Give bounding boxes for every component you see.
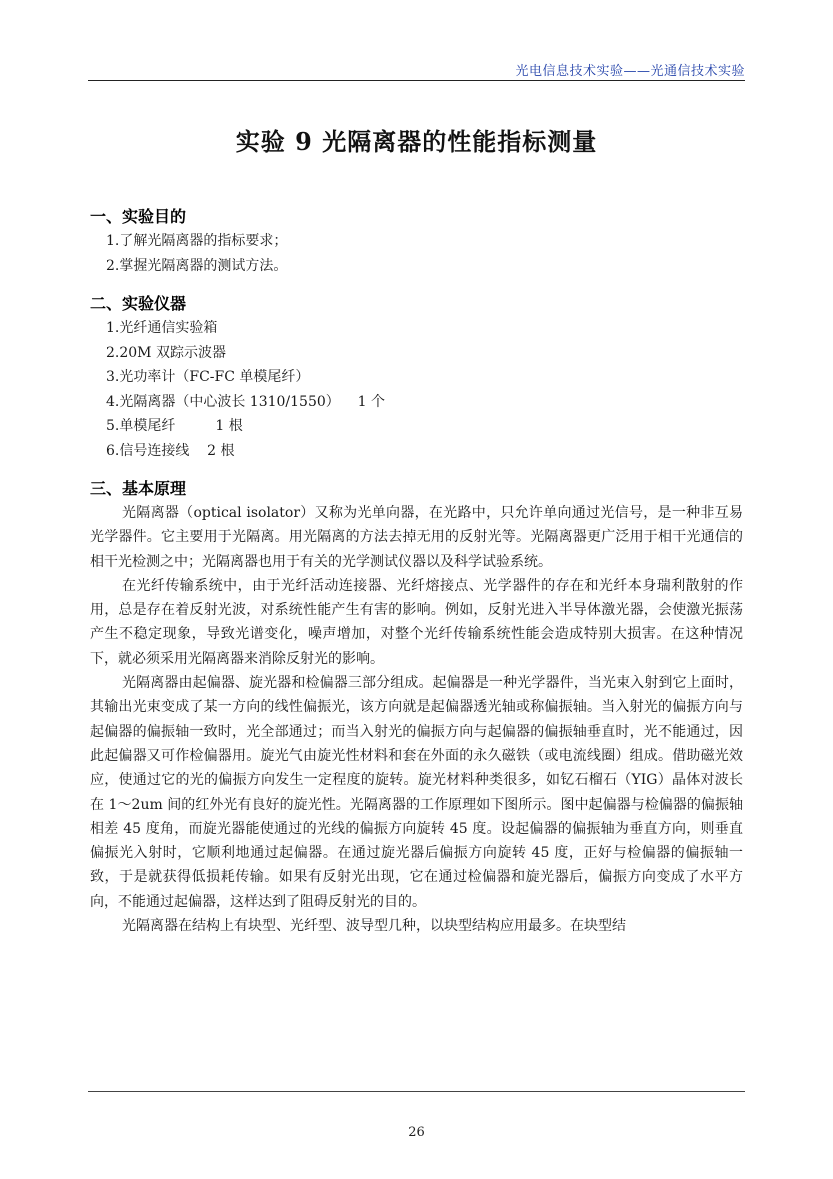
section-heading-objectives: 一、实验目的	[90, 207, 187, 226]
page-number: 26	[408, 1125, 425, 1140]
objectives-list	[90, 229, 743, 278]
section-heading-instruments: 二、实验仪器	[90, 294, 187, 313]
paragraph: 光隔离器（optical isolator）又称为光单向器，在光路中，只允许单向通过光信号，是一种非互易光学器件。它主要用于光隔离。用光隔离的方法去掉无用的反射光等。光隔离器更广泛用于相干光通信的相干光检测之中；光隔离器也用于有关的光学测试仪器以及科学试验系统。	[90, 505, 743, 570]
list-item: 2.20M 双踪示波器	[106, 344, 226, 361]
paragraph: 在光纤传输系统中，由于光纤活动连接器、光纤熔接点、光学器件的存在和光纤本身瑞利散射的作用，总是存在着反射光波，对系统性能产生有害的影响。例如，反射光进入半导体激光器，会使激光振荡产生不稳定现象，导致光谱变化，噪声增加，对整个光纤传输系统性能会造成特别大损害。在这种情况下，就必须采用光隔离器来消除反射光的影响。	[90, 577, 743, 667]
list-item: 1.了解光隔离器的指标要求；	[106, 233, 288, 249]
list-item: 5.单模尾纤 1 根	[106, 418, 243, 434]
paragraph: 光隔离器由起偏器、旋光器和检偏器三部分组成。起偏器是一种光学器件，当光束入射到它上面时，其输出光束变成了某一方向的线性偏振光，该方向就是起偏器透光轴或称偏振轴。当入射光的偏振方向与起偏器的偏振轴一致时，光全部通过；而当入射光的偏振方向与起偏器的偏振轴垂直时，光不能通过，因此起偏器又可作检偏器用。旋光气由旋光性材料和套在外面的永久磁铁（或电流线圈）组成。借助磁光效应，使通过它的光的偏振方向发生一定程度的旋转。旋光材料种类很多，如钇石榴石（YIG）晶体对波长在 1～2um 间的红外光有良好的旋光性。光隔离器的工作原理如下图所示。图中起偏器与检偏器的偏振轴相差 45 度角，而旋光器能使通过的光线的偏振方向旋转 45 度。设起偏器的偏振轴为垂直方向，则垂直偏振光入射时，它顺利地通过起偏器。在通过旋光器后偏振方向旋转 45 度，正好与检偏器的偏振轴一致，于是就获得低损耗传输。如果有反射光出现，它在通过检偏器和旋光器后，偏振方向变成了水平方向，不能通过起偏器，这样达到了阻碍反射光的目的。	[90, 675, 743, 910]
page-title: 实验 9 光隔离器的性能指标测量	[235, 127, 598, 156]
section-heading-principle: 三、基本原理	[90, 479, 187, 498]
list-item: 2.掌握光隔离器的测试方法。	[106, 257, 288, 274]
instruments-list	[90, 316, 743, 463]
paragraph: 光隔离器在结构上有块型、光纤型、波导型几种，以块型结构应用最多。在块型结	[122, 918, 626, 935]
list-item: 6.信号连接线 2 根	[106, 442, 235, 459]
list-item: 3.光功率计（FC-FC 单模尾纤）	[106, 369, 310, 385]
running-header: 光电信息技术实验——光通信技术实验	[515, 64, 745, 79]
list-item: 4.光隔离器（中心波长 1310/1550） 1 个	[106, 393, 385, 410]
footer-rule	[88, 1091, 745, 1092]
list-item: 1.光纤通信实验箱	[106, 320, 218, 336]
header-rule	[88, 80, 745, 81]
body-content	[90, 205, 743, 938]
